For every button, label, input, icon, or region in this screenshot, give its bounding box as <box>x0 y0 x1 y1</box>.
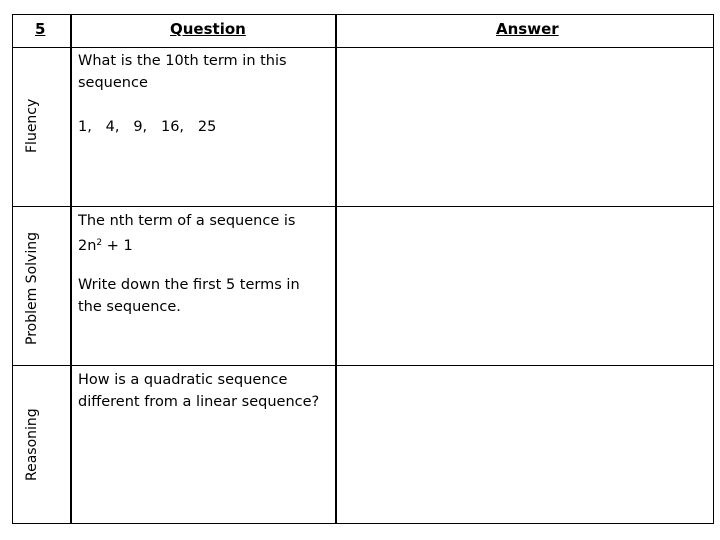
fluency-question-line: What is the 10th term in this <box>78 53 287 69</box>
fluency-question <box>78 50 287 94</box>
reasoning-question-line: How is a quadratic sequence <box>78 372 288 388</box>
answer-column-header: Answer <box>496 20 559 38</box>
formula-exponent: 2 <box>96 238 103 248</box>
category-problem-solving: Problem Solving <box>24 232 40 345</box>
question-number: 5 <box>35 20 46 38</box>
instruction-line: Write down the first 5 terms in <box>78 277 300 293</box>
instruction-line: the sequence. <box>78 299 181 315</box>
problem-solving-instruction <box>78 274 300 318</box>
reasoning-question <box>78 369 319 413</box>
answer-cell-fluency[interactable] <box>337 48 711 204</box>
fluency-sequence: 1, 4, 9, 16, 25 <box>78 119 217 135</box>
answer-cell-problem-solving[interactable] <box>337 207 711 363</box>
answer-cell-reasoning[interactable] <box>337 366 711 522</box>
formula-tail: + 1 <box>102 238 133 254</box>
formula-base: 2n <box>78 238 97 254</box>
problem-solving-question-line: The nth term of a sequence is <box>78 213 296 229</box>
question-column-header: Question <box>170 20 246 38</box>
problem-solving-question <box>78 210 295 257</box>
category-fluency: Fluency <box>24 98 40 153</box>
category-reasoning: Reasoning <box>24 408 40 481</box>
column-divider-category <box>70 15 72 523</box>
fluency-question-line: sequence <box>78 75 148 91</box>
reasoning-question-line: different from a linear sequence? <box>78 394 320 410</box>
nth-term-formula <box>78 232 295 257</box>
